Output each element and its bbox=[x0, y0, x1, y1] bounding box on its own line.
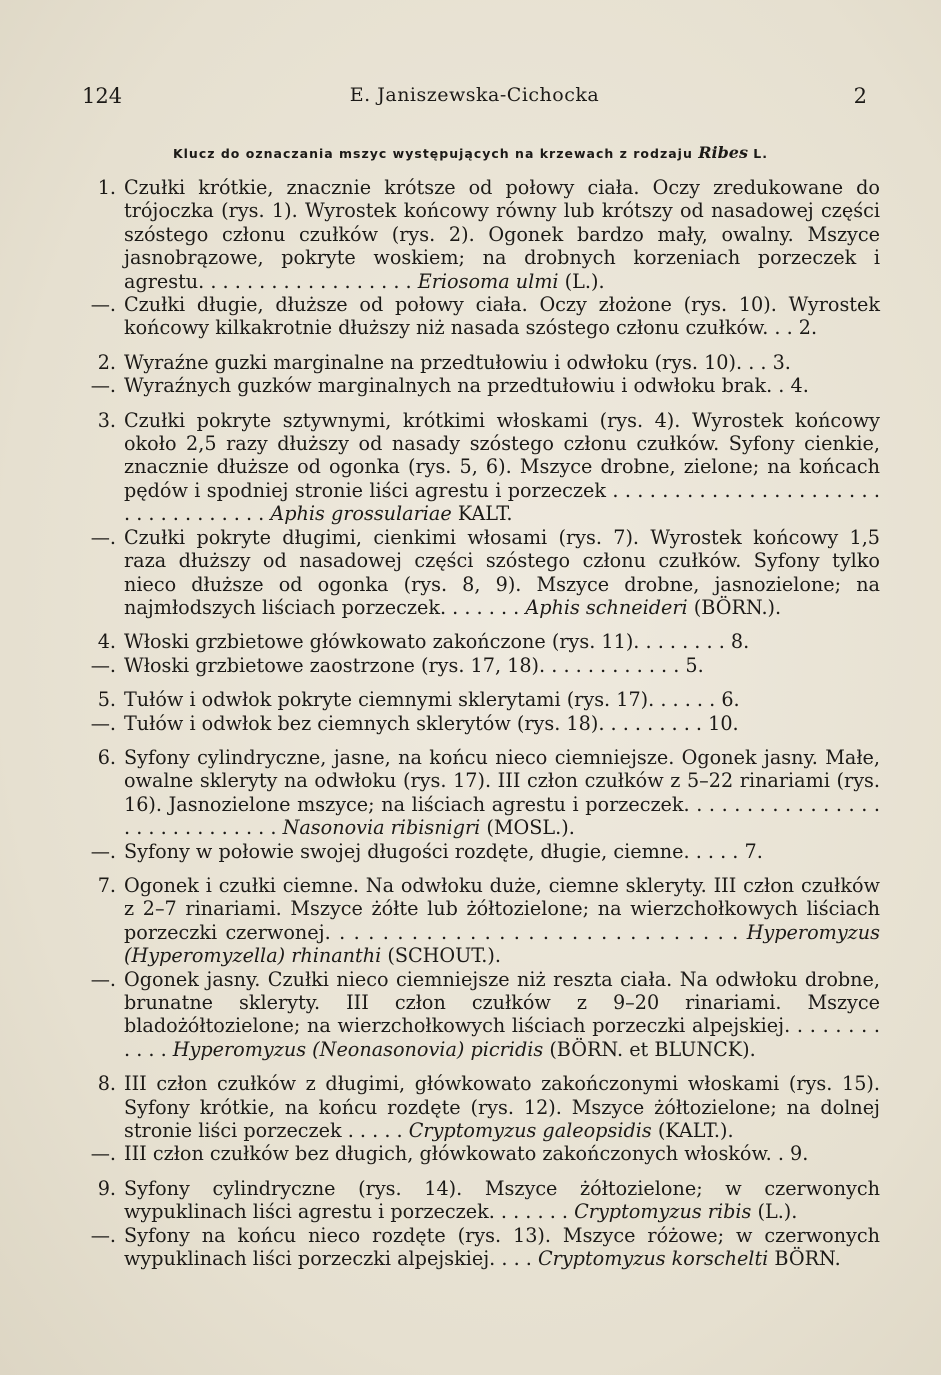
couplet-text bbox=[124, 840, 880, 863]
couplet-description: Czułki pokryte sztywnymi, krótkimi włoskami (rys. 4). Wyrostek końcowy około 2,5 razy dłuższy od nasady szóstego członu czułków. Syfony cienkie, znacznie dłuższe od ogonka (rys. 5, 6). Mszyce drobne, zielone; na końcach pędów i spodniej stronie liści agrestu i porzeczek . . . . . . . . . . . . . . . . . . . . . . . . . . . . . . . . . . bbox=[124, 408, 880, 526]
species-name: Hyperomyzus (Hyperomyzella) rhinanthi bbox=[124, 920, 880, 968]
couplet-number: —. bbox=[90, 525, 116, 549]
page-header bbox=[82, 84, 867, 114]
couplet-text bbox=[124, 630, 880, 653]
species-authority: (KALT.). bbox=[651, 1119, 734, 1143]
couplet-number: 9. bbox=[97, 1176, 116, 1200]
couplet-number: 5. bbox=[97, 688, 116, 712]
identification-key bbox=[80, 176, 880, 1270]
species-authority: (SCHOUT.). bbox=[381, 944, 501, 968]
species-name: Cryptomyzus ribis bbox=[574, 1200, 752, 1224]
couplet-text bbox=[124, 409, 880, 526]
key-couplet bbox=[80, 176, 880, 293]
couplet-gap bbox=[80, 863, 880, 874]
couplet-gap bbox=[80, 398, 880, 409]
couplet-description: Syfony cylindryczne (rys. 14). Mszyce żółtozielone; w czerwonych wypuklinach liści agrestu i porzeczek. . . . . . . bbox=[124, 1176, 880, 1224]
couplet-description: Ogonek jasny. Czułki nieco ciemniejsze niż reszta ciała. Na odwłoku drobne, brunatne skleryty. III człon czułków z 9–20 rinariami. Mszyce bladożółtozielone; na wierzchołkowych liściach porzeczki alpejskiej. . . . . . . . . . . . bbox=[124, 967, 880, 1061]
couplet-text bbox=[124, 526, 880, 620]
couplet-text bbox=[124, 654, 880, 677]
couplet-number: —. bbox=[90, 1223, 116, 1247]
couplet-text bbox=[124, 293, 880, 340]
couplet-description: III człon czułków bez długich, główkowato zakończonych włosków. . 9. bbox=[124, 1142, 809, 1166]
species-authority: (L.). bbox=[558, 269, 605, 293]
key-couplet bbox=[80, 526, 880, 620]
couplet-gap bbox=[80, 735, 880, 746]
couplet-description: Włoski grzbietowe główkowato zakończone (rys. 11). . . . . . . . 8. bbox=[124, 630, 750, 654]
couplet-text bbox=[124, 351, 880, 374]
couplet-number: —. bbox=[90, 374, 116, 398]
couplet-gap bbox=[80, 677, 880, 688]
couplet-text bbox=[124, 1072, 880, 1142]
key-couplet bbox=[80, 630, 880, 653]
couplet-gap bbox=[80, 1166, 880, 1177]
key-couplet bbox=[80, 654, 880, 677]
couplet-description: Syfony w połowie swojej długości rozdęte, długie, ciemne. . . . . 7. bbox=[124, 839, 763, 863]
key-title bbox=[90, 143, 851, 162]
couplet-description: Syfony cylindryczne, jasne, na końcu nieco ciemniejsze. Ogonek jasny. Małe, owalne skleryty na odwłoku (rys. 17). III człon czułków z 5–22 rinariami (rys. 16). Jasnozielone mszyce; na liściach agrestu i porzeczek. . . . . . . . . . . . . . . . . . . . . . . . . . . . . bbox=[124, 745, 880, 840]
couplet-description: Tułów i odwłok bez ciemnych sklerytów (rys. 18). . . . . . . . . 10. bbox=[124, 711, 739, 735]
signature-mark: 2 bbox=[853, 84, 867, 108]
species-name: Cryptomyzus korschelti bbox=[537, 1247, 769, 1271]
key-couplet bbox=[80, 1177, 880, 1224]
species-authority: KALT. bbox=[451, 502, 513, 526]
couplet-description: Tułów i odwłok pokryte ciemnymi sklerytami (rys. 17). . . . . . 6. bbox=[124, 688, 740, 712]
running-title: E. Janiszewska-Cichocka bbox=[349, 84, 600, 106]
couplet-text bbox=[124, 874, 880, 968]
key-title-prefix: Klucz do oznaczania mszyc występujących na krzewach z rodzaju bbox=[172, 146, 699, 161]
species-name: Nasonovia ribisnigri bbox=[282, 816, 481, 840]
couplet-number: —. bbox=[90, 839, 116, 863]
couplet-number: 4. bbox=[97, 630, 116, 654]
couplet-number: —. bbox=[90, 711, 116, 735]
couplet-description: Czułki długie, dłuższe od połowy ciała. Oczy złożone (rys. 10). Wyrostek końcowy kilkakrotnie dłuższy niż nasada szóstego członu czułków. . . 2. bbox=[124, 293, 880, 340]
key-couplet bbox=[80, 688, 880, 711]
key-couplet bbox=[80, 712, 880, 735]
couplet-description: Czułki krótkie, znacznie krótsze od połowy ciała. Oczy zredukowane do trójoczka (rys. 1). Wyrostek końcowy równy lub krótszy od nasadowej części szóstego członu czułków (rys. 2). Ogonek bardzo mały, owalny. Mszyce jasnobrązowe, pokryte woskiem; na drobnych korzeniach porzeczek i agrestu. . . . . . . . . . . . . . . . . . bbox=[124, 176, 880, 293]
couplet-number: —. bbox=[90, 1142, 116, 1166]
couplet-text bbox=[124, 712, 880, 735]
species-authority: BÖRN. bbox=[768, 1247, 841, 1271]
key-couplet bbox=[80, 374, 880, 397]
couplet-description: III człon czułków z długimi, główkowato zakończonymi włoskami (rys. 15). Syfony krótkie, na końcu rozdęte (rys. 12). Mszyce żółtozielone; na dolnej stronie liści porzeczek . . . . . bbox=[124, 1072, 880, 1143]
couplet-gap bbox=[80, 340, 880, 351]
couplet-number: 7. bbox=[97, 873, 116, 897]
couplet-description: Ogonek i czułki ciemne. Na odwłoku duże, ciemne skleryty. III człon czułków z 2–7 rinariami. Mszyce żółte lub żółtozielone; na wierzchołkowych liściach porzeczki czerwonej. . . . . . . . . . . . . . . . . . . . . . . . . . . . . bbox=[124, 873, 880, 944]
key-couplet bbox=[80, 840, 880, 863]
page-number: 124 bbox=[82, 84, 123, 108]
key-couplet bbox=[80, 1142, 880, 1165]
key-couplet bbox=[80, 874, 880, 968]
couplet-gap bbox=[80, 619, 880, 630]
couplet-text bbox=[124, 968, 880, 1062]
species-name: Hyperomyzus (Neonasonovia) picridis bbox=[172, 1037, 544, 1061]
species-name: Aphis grossulariae bbox=[270, 502, 452, 526]
species-name: Cryptomyzus galeopsidis bbox=[408, 1119, 652, 1143]
couplet-number: 1. bbox=[97, 176, 116, 199]
couplet-text bbox=[124, 1142, 880, 1165]
species-authority: (MOSL.). bbox=[480, 816, 575, 840]
couplet-number: —. bbox=[90, 293, 116, 317]
key-couplet bbox=[80, 1224, 880, 1271]
key-couplet bbox=[80, 293, 880, 340]
key-couplet bbox=[80, 746, 880, 840]
key-couplet bbox=[80, 968, 880, 1062]
key-title-genus: Ribes bbox=[698, 143, 748, 162]
key-couplet bbox=[80, 351, 880, 374]
key-title-suffix: L. bbox=[747, 146, 769, 161]
couplet-description: Syfony na końcu nieco rozdęte (rys. 13). Mszyce różowe; w czerwonych wypuklinach liści porzeczki alpejskiej. . . . bbox=[124, 1223, 880, 1271]
couplet-number: 6. bbox=[97, 745, 116, 769]
couplet-description: Czułki pokryte długimi, cienkimi włosami (rys. 7). Wyrostek końcowy 1,5 raza dłuższy od nasadowej części szóstego członu czułków. Syfony tylko nieco dłuższe od ogonka (rys. 8, 9). Mszyce drobne, jasnozielone; na najmłodszych liściach porzeczek. . . . . . . bbox=[124, 525, 880, 619]
key-couplet bbox=[80, 1072, 880, 1142]
couplet-text bbox=[124, 176, 880, 293]
couplet-description: Wyraźnych guzków marginalnych na przedtułowiu i odwłoku brak. . 4. bbox=[124, 374, 809, 398]
species-name: Eriosoma ulmi bbox=[417, 269, 559, 293]
couplet-text bbox=[124, 746, 880, 840]
couplet-number: 2. bbox=[97, 350, 116, 374]
couplet-number: 8. bbox=[97, 1072, 116, 1096]
couplet-text bbox=[124, 688, 880, 711]
couplet-gap bbox=[80, 1061, 880, 1072]
key-couplet bbox=[80, 409, 880, 526]
couplet-number: 3. bbox=[97, 408, 116, 432]
species-name: Aphis schneideri bbox=[525, 595, 688, 619]
species-authority: (BÖRN. et BLUNCK). bbox=[543, 1037, 756, 1061]
couplet-text bbox=[124, 374, 880, 397]
species-authority: (BÖRN.). bbox=[687, 595, 782, 619]
couplet-number: —. bbox=[90, 967, 116, 991]
couplet-description: Włoski grzbietowe zaostrzone (rys. 17, 18). . . . . . . . . . . . 5. bbox=[124, 653, 704, 677]
couplet-text bbox=[124, 1177, 880, 1224]
couplet-text bbox=[124, 1224, 880, 1271]
couplet-description: Wyraźne guzki marginalne na przedtułowiu i odwłoku (rys. 10). . . 3. bbox=[124, 350, 791, 374]
couplet-number: —. bbox=[90, 653, 116, 677]
species-authority: (L.). bbox=[751, 1200, 798, 1224]
